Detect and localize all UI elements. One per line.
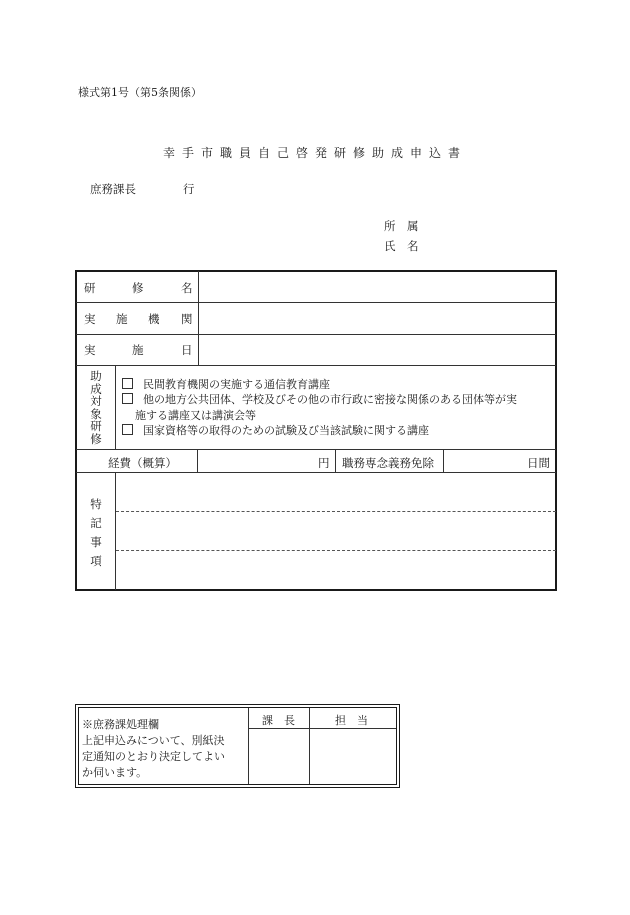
label-column-divider bbox=[115, 473, 116, 590]
remarks-line bbox=[116, 511, 556, 512]
form-number: 様式第1号（第5条関係） bbox=[78, 86, 202, 99]
date-label-char: 日 bbox=[181, 343, 193, 357]
row-divider bbox=[76, 365, 556, 366]
expense-column-divider bbox=[197, 450, 198, 472]
date-label-char: 実 bbox=[84, 343, 96, 357]
institution-label-char: 実 bbox=[84, 312, 96, 326]
office-processing-text-line: 上記申込みについて、別紙決 bbox=[82, 734, 225, 747]
option-text: 国家資格等の取得のための試験及び当該試験に関する講座 bbox=[143, 424, 429, 437]
institution-label-char: 関 bbox=[181, 312, 193, 326]
office-column-divider bbox=[248, 708, 249, 784]
office-processing-title: ※庶務課処理欄 bbox=[82, 718, 159, 731]
checkbox-icon[interactable] bbox=[122, 393, 133, 404]
eligible-training-label: 助成対象研修 bbox=[90, 369, 102, 446]
option-qualification-exam[interactable] bbox=[122, 423, 429, 438]
duty-exemption-label: 職務専念義務免除 bbox=[342, 456, 434, 470]
checkbox-icon[interactable] bbox=[122, 378, 133, 389]
row-divider bbox=[76, 472, 556, 473]
option-text: 他の地方公共団体、学校及びその他の市行政に密接な関係のある団体等が実 bbox=[143, 393, 517, 406]
chief-label: 課 長 bbox=[262, 714, 295, 727]
expenses-label: 経費（概算） bbox=[108, 456, 177, 470]
staff-seal-area[interactable] bbox=[311, 730, 395, 783]
date-label-char: 施 bbox=[132, 343, 144, 357]
option-text: 民間教育機関の実施する通信教育講座 bbox=[143, 378, 330, 391]
row-divider bbox=[76, 334, 556, 335]
chief-seal-area[interactable] bbox=[250, 730, 308, 783]
days-unit: 日間 bbox=[527, 456, 550, 470]
training-name-label-char: 研 bbox=[84, 281, 96, 295]
checkbox-icon[interactable] bbox=[122, 424, 133, 435]
office-processing-text-line: 定通知のとおり決定してよい bbox=[82, 750, 225, 763]
training-name-label-char: 名 bbox=[181, 281, 193, 295]
option-text-continuation: 施する講座又は講演会等 bbox=[135, 409, 256, 422]
name-label: 氏 名 bbox=[384, 239, 419, 253]
office-processing-text-line: か伺います。 bbox=[82, 766, 148, 779]
staff-label: 担 当 bbox=[335, 714, 368, 727]
remarks-line bbox=[116, 550, 556, 551]
remarks-label: 特記事項 bbox=[90, 497, 102, 568]
option-correspondence-course[interactable] bbox=[122, 377, 330, 392]
office-row-divider bbox=[249, 728, 396, 729]
yen-unit: 円 bbox=[318, 456, 330, 470]
row-divider bbox=[76, 449, 556, 450]
document-title: 幸手市職員自己啓発研修助成申込書 bbox=[162, 146, 467, 160]
addressee-suffix: 行 bbox=[183, 182, 195, 196]
label-column-divider bbox=[115, 366, 116, 449]
addressee-name: 庶務課長 bbox=[90, 182, 136, 196]
affiliation-label: 所 属 bbox=[384, 219, 419, 233]
institution-label-char: 機 bbox=[148, 312, 160, 326]
expense-column-divider bbox=[335, 450, 336, 472]
row-divider bbox=[76, 302, 556, 303]
label-column-divider bbox=[198, 271, 199, 365]
training-name-label-char: 修 bbox=[132, 281, 144, 295]
institution-label-char: 施 bbox=[116, 312, 128, 326]
option-public-bodies-course[interactable] bbox=[122, 392, 517, 407]
office-column-divider bbox=[309, 708, 310, 784]
expense-column-divider bbox=[443, 450, 444, 472]
